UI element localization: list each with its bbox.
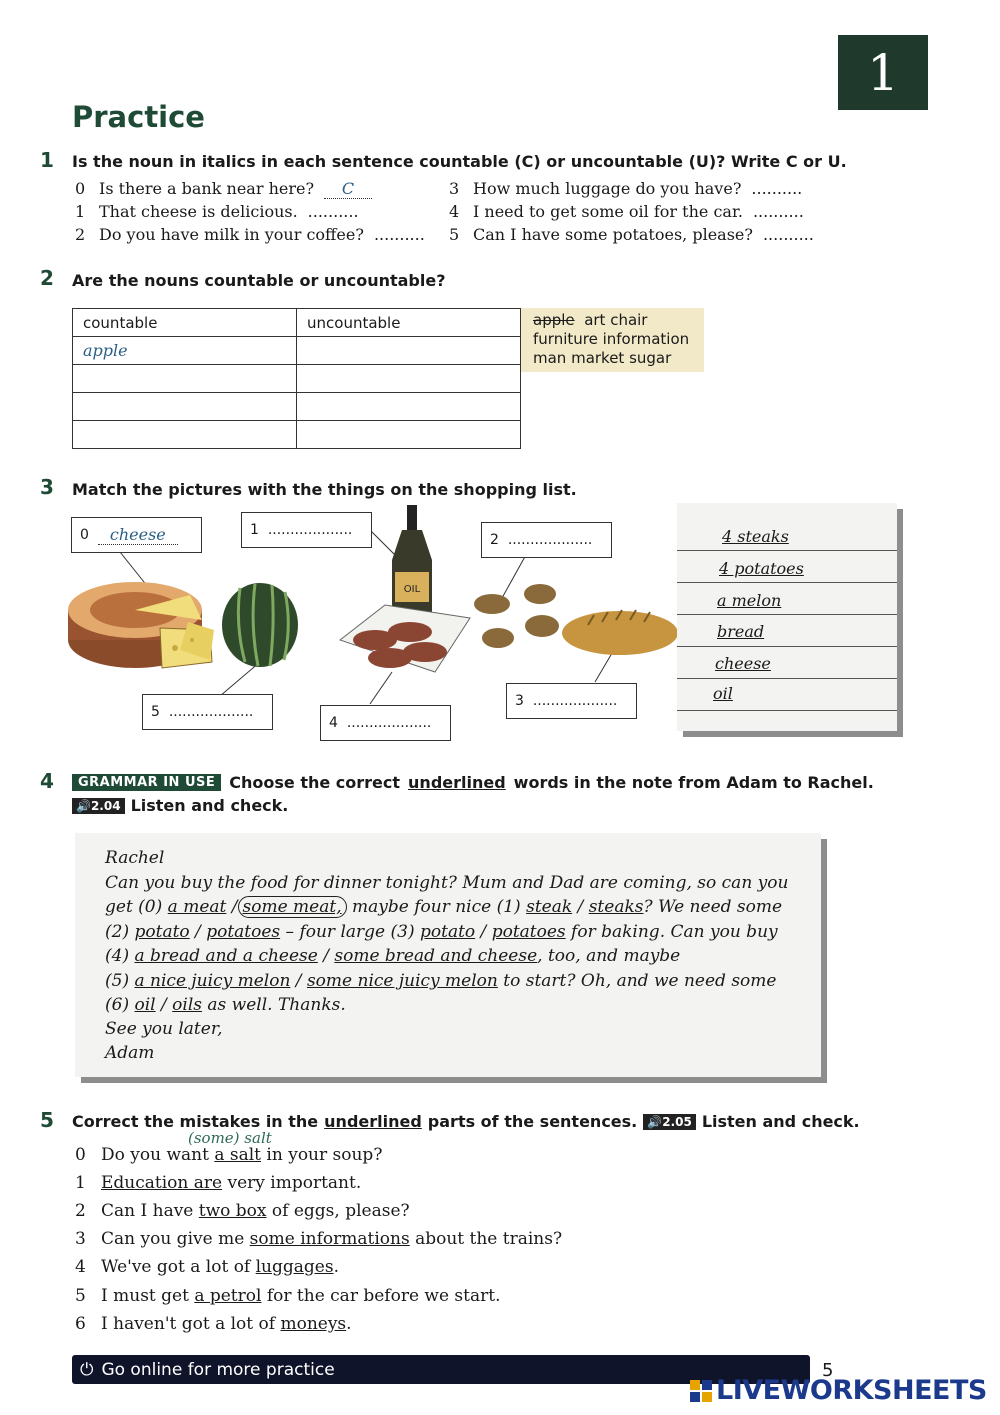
ex1-item-1: 1 That cheese is delicious. ..........: [75, 202, 359, 221]
ex1-item-3: 3 How much luggage do you have? ..........: [449, 179, 803, 198]
table-cell[interactable]: [73, 421, 297, 449]
liveworksheets-icon: [690, 1380, 712, 1402]
exercise-4-listen: 🔊2.04 Listen and check.: [72, 796, 288, 815]
ex1-answer-5[interactable]: ..........: [762, 225, 814, 244]
option-6a[interactable]: oil: [134, 995, 156, 1015]
liveworksheets-logo: LIVEWORKSHEETS: [690, 1375, 987, 1406]
ex5-item-4: 4 We've got a lot of luggages.: [75, 1257, 339, 1277]
word-box: apple art chair furniture information man market sugar: [521, 308, 704, 372]
option-0a[interactable]: a meat: [167, 897, 227, 917]
melon-picture: [222, 583, 298, 667]
list-item: oil: [713, 684, 733, 703]
shopping-list: [677, 503, 897, 731]
error-phrase[interactable]: a petrol: [194, 1286, 262, 1306]
exercise-4-instruction: GRAMMAR IN USE Choose the correct underlined words in the note from Adam to Rachel.: [72, 773, 874, 792]
exercise-5-number: 5: [40, 1108, 54, 1132]
noun-table: [72, 308, 521, 449]
table-cell-example[interactable]: apple: [73, 337, 297, 365]
list-item: a melon: [717, 591, 782, 610]
page-number: 5: [822, 1360, 834, 1381]
option-1b[interactable]: steaks: [588, 897, 644, 917]
option-0b-circled[interactable]: some meat,: [238, 896, 347, 918]
note-line-9: Adam: [105, 1043, 155, 1063]
option-4b[interactable]: some bread and cheese: [334, 946, 538, 966]
note-line-5: (4) a bread and a cheese / some bread and cheese, too, and maybe: [105, 946, 681, 966]
power-icon: ⏻: [80, 1359, 94, 1380]
ex5-item-6: 6 I haven't got a lot of moneys.: [75, 1314, 352, 1334]
note-line-8: See you later,: [105, 1019, 223, 1039]
error-phrase[interactable]: a salt: [214, 1145, 262, 1165]
list-item: 4 potatoes: [719, 559, 804, 578]
error-phrase[interactable]: moneys: [280, 1314, 347, 1334]
cheese-picture: [68, 582, 214, 668]
audio-track-2-05[interactable]: 🔊2.05: [643, 1114, 696, 1130]
ex1-item-4: 4 I need to get some oil for the car. ..........: [449, 202, 804, 221]
note-line-4: (2) potato / potatoes – four large (3) potato / potatoes for baking. Can you buy: [105, 922, 778, 942]
exercise-5-instruction: Correct the mistakes in the underlined parts of the sentences. 🔊2.05 Listen and check.: [72, 1112, 860, 1131]
grammar-badge: GRAMMAR IN USE: [72, 774, 221, 791]
table-cell[interactable]: [297, 365, 521, 393]
audio-track-2-04[interactable]: 🔊2.04: [72, 798, 125, 814]
col-header-uncountable: uncountable: [297, 309, 521, 337]
error-phrase[interactable]: luggages: [255, 1257, 334, 1277]
steaks-picture: [340, 605, 470, 672]
col-header-countable: countable: [73, 309, 297, 337]
option-5a[interactable]: a nice juicy melon: [134, 971, 291, 991]
exercise-1-instruction: Is the noun in italics in each sentence countable (C) or uncountable (U)? Write C or U.: [72, 152, 847, 171]
picture-label-2[interactable]: 2 ...................: [481, 522, 612, 558]
ex5-item-3: 3 Can you give me some informations about the trains?: [75, 1229, 563, 1249]
table-cell[interactable]: [73, 365, 297, 393]
bottle-label: OIL: [403, 584, 421, 595]
word-struck: apple: [533, 311, 575, 329]
speaker-icon: 🔊: [647, 1114, 663, 1129]
list-item: cheese: [715, 654, 771, 673]
exercise-2-number: 2: [40, 266, 54, 290]
error-phrase[interactable]: two box: [198, 1201, 267, 1221]
ex5-item-0: 0 Do you want a salt in your soup?: [75, 1145, 383, 1165]
ex1-answer-3[interactable]: ..........: [751, 179, 803, 198]
option-3a[interactable]: potato: [420, 922, 476, 942]
table-cell[interactable]: [297, 393, 521, 421]
option-6b[interactable]: oils: [172, 995, 202, 1015]
unit-number-box: [838, 35, 928, 110]
list-item: bread: [717, 622, 765, 641]
option-1a[interactable]: steak: [526, 897, 573, 917]
correction-example: (some) salt: [188, 1129, 272, 1147]
table-cell[interactable]: [73, 393, 297, 421]
ex1-item-5: 5 Can I have some potatoes, please? ..........: [449, 225, 814, 244]
option-3b[interactable]: potatoes: [491, 922, 566, 942]
option-4a[interactable]: a bread and a cheese: [134, 946, 318, 966]
online-practice-text: Go online for more practice: [101, 1359, 335, 1380]
ex5-item-1: 1 Education are very important.: [75, 1173, 362, 1193]
option-2b[interactable]: potatoes: [206, 922, 281, 942]
error-phrase[interactable]: Education are: [101, 1173, 223, 1193]
potatoes-picture: [474, 584, 559, 648]
oil-bottle-picture: [392, 505, 432, 622]
ex1-answer-0[interactable]: C: [324, 179, 372, 199]
list-item: 4 steaks: [722, 527, 789, 546]
option-5b[interactable]: some nice juicy melon: [306, 971, 498, 991]
picture-label-0[interactable]: 0 cheese: [71, 517, 202, 553]
ex1-answer-1[interactable]: ..........: [307, 202, 359, 221]
ex5-item-2: 2 Can I have two box of eggs, please?: [75, 1201, 410, 1221]
table-cell[interactable]: [297, 337, 521, 365]
unit-number: 1: [867, 43, 899, 102]
ex1-answer-4[interactable]: ..........: [752, 202, 804, 221]
option-2a[interactable]: potato: [134, 922, 190, 942]
exercise-3-instruction: Match the pictures with the things on the shopping list.: [72, 480, 577, 499]
note-line-7: (6) oil / oils as well. Thanks.: [105, 995, 346, 1015]
ex1-item-2: 2 Do you have milk in your coffee? ..........: [75, 225, 425, 244]
picture-label-5[interactable]: 5 ...................: [142, 694, 273, 730]
note-line-1: Rachel: [105, 848, 165, 868]
picture-label-1[interactable]: 1 ...................: [241, 512, 372, 548]
ex1-item-0: 0 Is there a bank near here? C: [75, 179, 372, 199]
note-line-2: Can you buy the food for dinner tonight? Mum and Dad are coming, so can you: [105, 873, 789, 893]
picture-label-4[interactable]: 4 ...................: [320, 705, 451, 741]
picture-label-3[interactable]: 3 ...................: [506, 683, 637, 719]
exercise-2-instruction: Are the nouns countable or uncountable?: [72, 271, 446, 290]
table-cell[interactable]: [297, 421, 521, 449]
note-line-6: (5) a nice juicy melon / some nice juicy melon to start? Oh, and we need some: [105, 971, 777, 991]
note-line-3: get (0) a meat / some meat, maybe four nice (1) steak / steaks? We need some: [105, 897, 783, 917]
page-title: Practice: [72, 100, 205, 134]
error-phrase[interactable]: some informations: [249, 1229, 410, 1249]
exercise-4-number: 4: [40, 769, 54, 793]
ex5-item-5: 5 I must get a petrol for the car before we start.: [75, 1286, 501, 1306]
exercise-1-number: 1: [40, 148, 54, 172]
speaker-icon: 🔊: [76, 798, 91, 813]
bread-picture: [562, 610, 678, 655]
exercise-3-number: 3: [40, 475, 54, 499]
ex1-answer-2[interactable]: ..........: [373, 225, 425, 244]
